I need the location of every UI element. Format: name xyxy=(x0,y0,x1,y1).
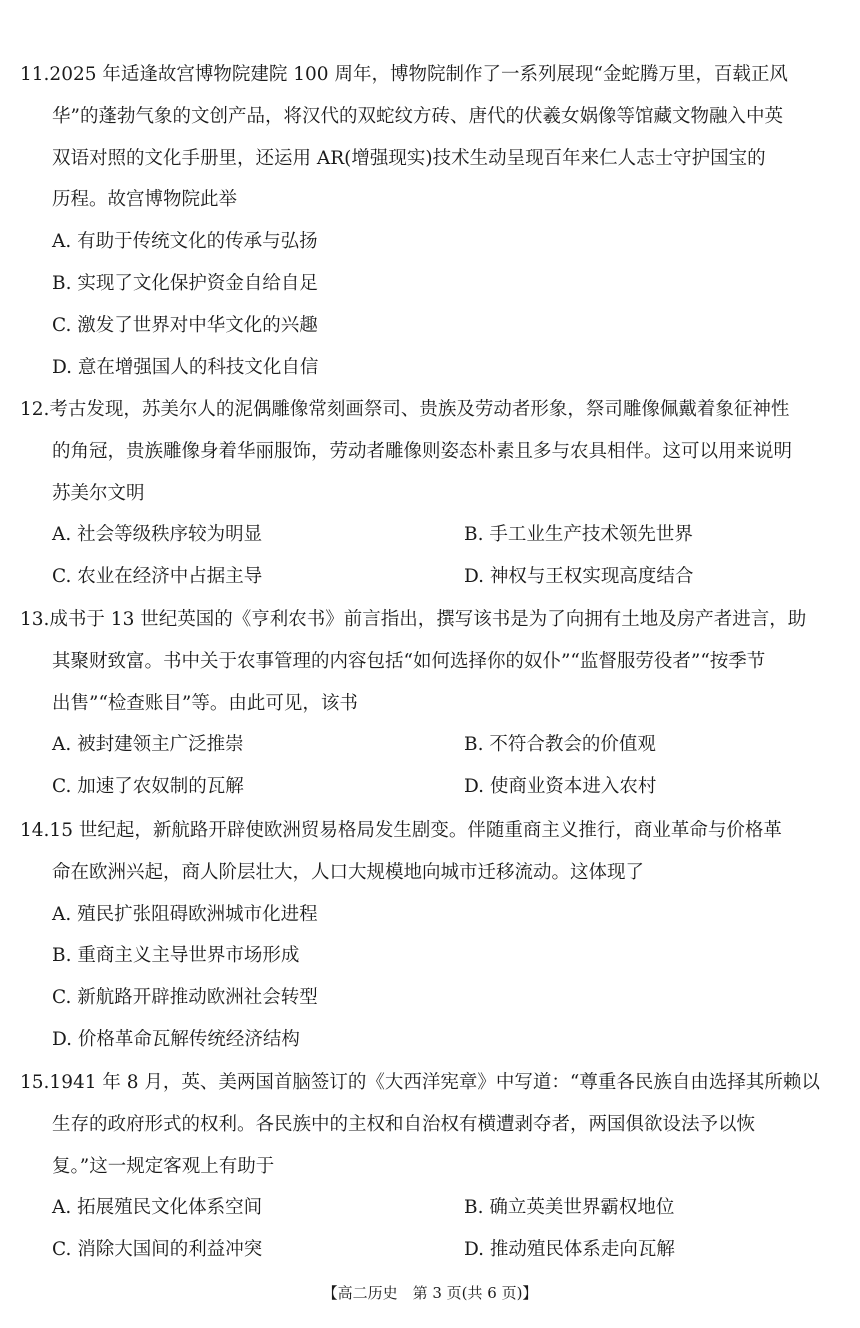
option-list xyxy=(20,724,840,808)
option-list xyxy=(20,514,840,598)
option-c[interactable]: C. 加速了农奴制的瓦解 xyxy=(52,776,244,798)
option-d[interactable]: D. 意在增强国人的科技文化自信 xyxy=(52,356,319,378)
stem-line: 2025 年适逢故宫博物院建院 100 周年，博物院制作了一系列展现“金蛇腾万里，百载正风 xyxy=(49,64,788,85)
option-c[interactable]: C. 新航路开辟推动欧洲社会转型 xyxy=(52,987,318,1009)
option-c[interactable]: C. 激发了世界对中华文化的兴趣 xyxy=(52,314,318,336)
stem-line: 苏美尔文明 xyxy=(52,482,145,504)
option-b[interactable]: B. 手工业生产技术领先世界 xyxy=(464,524,693,546)
option-a[interactable]: A. 殖民扩张阻碍欧洲城市化进程 xyxy=(52,903,318,925)
question-11 xyxy=(20,54,840,388)
stem-line: 15 世纪起，新航路开辟使欧洲贸易格局发生剧变。伴随重商主义推行，商业革命与价格革 xyxy=(49,820,782,841)
question-number: 14. xyxy=(20,820,50,841)
option-list xyxy=(20,221,840,388)
option-d[interactable]: D. 使商业资本进入农村 xyxy=(464,776,657,798)
stem-line: 双语对照的文化手册里，还运用 AR(增强现实)技术生动呈现百年来仁人志士守护国宝的 xyxy=(52,147,766,169)
page-footer: 【高二历史 第 3 页(共 6 页)】 xyxy=(322,1284,538,1302)
stem-line: 历程。故宫博物院此举 xyxy=(52,189,238,211)
stem-line: 复。”这一规定客观上有助于 xyxy=(52,1155,275,1177)
option-list xyxy=(20,1187,840,1271)
question-number: 15. xyxy=(20,1072,50,1093)
question-stem xyxy=(20,599,840,724)
question-15 xyxy=(20,1062,840,1271)
option-list xyxy=(20,894,840,1061)
option-d[interactable]: D. 价格革命瓦解传统经济结构 xyxy=(52,1028,300,1050)
option-c[interactable]: C. 消除大国间的利益冲突 xyxy=(52,1239,263,1261)
question-stem xyxy=(20,1062,840,1187)
stem-line: 考古发现，苏美尔人的泥偶雕像常刻画祭司、贵族及劳动者形象，祭司雕像佩戴着象征神性 xyxy=(49,399,790,420)
option-b[interactable]: B. 重商主义主导世界市场形成 xyxy=(52,945,300,967)
option-a[interactable]: A. 社会等级秩序较为明显 xyxy=(52,524,263,546)
option-a[interactable]: A. 有助于传统文化的传承与弘扬 xyxy=(52,231,318,253)
stem-line: 成书于 13 世纪英国的《亨利农书》前言指出，撰写该书是为了向拥有土地及房产者进言，助 xyxy=(49,609,807,630)
question-number: 12. xyxy=(20,399,50,420)
option-b[interactable]: B. 实现了文化保护资金自给自足 xyxy=(52,272,318,294)
question-14 xyxy=(20,810,840,1061)
question-stem xyxy=(20,389,840,514)
stem-line: 生存的政府形式的权利。各民族中的主权和自治权有横遭剥夺者，两国俱欲设法予以恢 xyxy=(52,1113,756,1135)
stem-line: 1941 年 8 月，英、美两国首脑签订的《大西洋宪章》中写道：“尊重各民族自由选择其所赖以 xyxy=(49,1072,820,1093)
stem-line: 华”的蓬勃气象的文创产品，将汉代的双蛇纹方砖、唐代的伏羲女娲像等馆藏文物融入中英 xyxy=(52,105,783,127)
option-b[interactable]: B. 确立英美世界霸权地位 xyxy=(464,1197,675,1219)
question-stem xyxy=(20,54,840,221)
stem-line: 的角冠，贵族雕像身着华丽服饰，劳动者雕像则姿态朴素且多与农具相伴。这可以用来说明 xyxy=(52,440,793,462)
question-12 xyxy=(20,389,840,598)
question-number: 13. xyxy=(20,609,50,630)
question-13 xyxy=(20,599,840,808)
stem-line: 其聚财致富。书中关于农事管理的内容包括“如何选择你的奴仆”“监督服劳役者”“按季节 xyxy=(52,650,766,672)
stem-line: 命在欧洲兴起，商人阶层壮大，人口大规模地向城市迁移流动。这体现了 xyxy=(52,861,645,883)
option-a[interactable]: A. 拓展殖民文化体系空间 xyxy=(52,1197,263,1219)
option-a[interactable]: A. 被封建领主广泛推崇 xyxy=(52,734,244,756)
option-c[interactable]: C. 农业在经济中占据主导 xyxy=(52,566,263,588)
option-d[interactable]: D. 推动殖民体系走向瓦解 xyxy=(464,1239,675,1261)
option-b[interactable]: B. 不符合教会的价值观 xyxy=(464,734,656,756)
question-stem xyxy=(20,810,840,894)
question-number: 11. xyxy=(20,64,50,85)
stem-line: 出售”“检查账目”等。由此可见，该书 xyxy=(52,692,358,714)
option-d[interactable]: D. 神权与王权实现高度结合 xyxy=(464,566,694,588)
